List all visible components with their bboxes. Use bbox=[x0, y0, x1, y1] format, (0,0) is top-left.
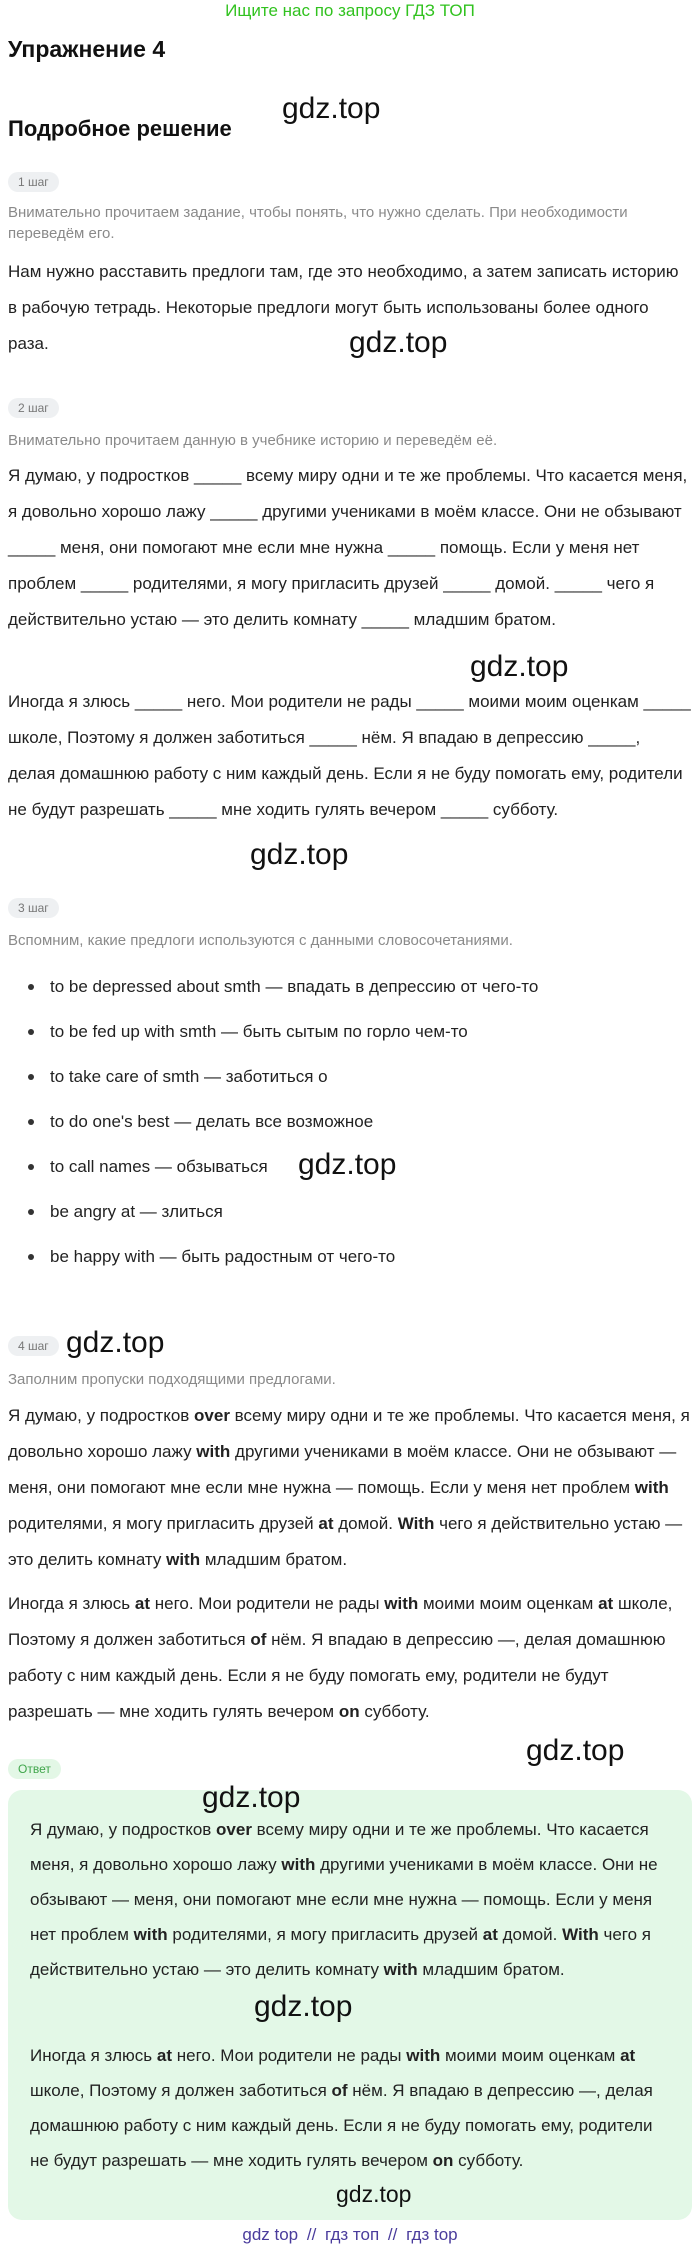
footer-links bbox=[0, 2224, 700, 2246]
step-2-badge: 2 шаг bbox=[8, 398, 59, 418]
step-1-description: Внимательно прочитаем задание, чтобы понять, что нужно сделать. При необходимости переведём его. bbox=[8, 204, 628, 242]
footer-link[interactable]: gdz top bbox=[242, 2225, 299, 2244]
list-item: be happy with — быть радостным от чего-то bbox=[8, 1239, 692, 1284]
answer-paragraph-1: Я думаю, у подростков over всему миру одни и те же проблемы. Что касается меня, я довольно хорошо лажу with другими учениками в моём классе. Они не обзывают — меня, они помогают мне если мне нужна — помощь. Если у меня нет проблем with родителями, я могу пригласить друзей at домой. With чего я действительно устаю — это делить комнату with младшим братом. bbox=[30, 1820, 658, 1979]
watermark: gdz.top bbox=[250, 838, 349, 871]
step-1-text: Нам нужно расставить предлоги там, где это необходимо, а затем записать историю в рабочую тетрадь. Некоторые предлоги могут быть использованы более одного раза. bbox=[8, 262, 679, 353]
answer-paragraph-2: Иногда я злюсь at него. Мои родители не рады with моими моим оценкам at школе, Поэтому я должен заботиться of нём. Я впадаю в депрессию —, делая домашнюю работу с ним каждый день. Если я не буду помогать ему, родители не будут разрешать — мне ходить гулять вечером on субботу. bbox=[30, 2046, 653, 2170]
watermark: gdz.top bbox=[66, 1326, 165, 1359]
top-banner: Ищите нас по запросу ГДЗ ТОП bbox=[225, 1, 475, 20]
footer-link[interactable]: гдз топ bbox=[325, 2225, 380, 2244]
list-item: to do one's best — делать все возможное bbox=[8, 1104, 692, 1149]
step-2-description: Внимательно прочитаем данную в учебнике историю и переведём её. bbox=[8, 432, 498, 449]
step-4-badge: 4 шаг bbox=[8, 1336, 59, 1356]
step-3-description: Вспомним, какие предлоги используются с данными словосочетаниями. bbox=[8, 932, 513, 949]
list-item: to take care of smth — заботиться о bbox=[8, 1059, 692, 1104]
answer-badge: Ответ bbox=[8, 1759, 61, 1779]
watermark: gdz.top bbox=[254, 1990, 353, 2023]
step-3-badge: 3 шаг bbox=[8, 898, 59, 918]
list-item: to be depressed about smth — впадать в депрессию от чего-то bbox=[8, 969, 692, 1014]
list-item: to call names — обзываться bbox=[8, 1149, 692, 1194]
footer-separator: // bbox=[306, 2225, 317, 2244]
watermark: gdz.top bbox=[470, 650, 569, 683]
list-item: be angry at — злиться bbox=[8, 1194, 692, 1239]
step-4-description: Заполним пропуски подходящими предлогами. bbox=[8, 1371, 336, 1388]
watermark: gdz.top bbox=[349, 326, 448, 359]
watermark: gdz.top bbox=[282, 92, 381, 125]
list-item: to be fed up with smth — быть сытым по горло чем-то bbox=[8, 1014, 692, 1059]
page-title: Упражнение 4 bbox=[8, 36, 166, 62]
filled-paragraph-1: Я думаю, у подростков over всему миру одни и те же проблемы. Что касается меня, я довольно хорошо лажу with другими учениками в моём классе. Они не обзывают — меня, они помогают мне если мне нужна — помощь. Если у меня нет проблем with родителями, я могу пригласить друзей at домой. With чего я действительно устаю — это делить комнату with младшим братом. bbox=[8, 1406, 690, 1569]
watermark: gdz.top bbox=[202, 1781, 301, 1814]
watermark: gdz.top bbox=[298, 1148, 397, 1181]
section-title: Подробное решение bbox=[8, 116, 232, 141]
watermark: gdz.top bbox=[336, 2181, 412, 2207]
footer-link[interactable]: гдз top bbox=[406, 2225, 458, 2244]
phrase-list bbox=[8, 969, 692, 1284]
story-paragraph-2: Иногда я злюсь _____ него. Мои родители не рады _____ моими моим оценкам _____ школе, Поэтому я должен заботиться _____ нём. Я впадаю в депрессию _____, делая домашнюю работу с ним каждый день. Если я не буду помогать ему, родители не будут разрешать _____ мне ходить гулять вечером _____ субботу. bbox=[8, 692, 691, 819]
step-1-badge: 1 шаг bbox=[8, 172, 59, 192]
filled-paragraph-2: Иногда я злюсь at него. Мои родители не рады with моими моим оценкам at школе, Поэтому я должен заботиться of нём. Я впадаю в депрессию —, делая домашнюю работу с ним каждый день. Если я не буду помогать ему, родители не будут разрешать — мне ходить гулять вечером on субботу. bbox=[8, 1594, 673, 1721]
watermark: gdz.top bbox=[526, 1734, 625, 1767]
story-paragraph-1: Я думаю, у подростков _____ всему миру одни и те же проблемы. Что касается меня, я довольно хорошо лажу _____ другими учениками в моём классе. Они не обзывают _____ меня, они помогают мне если мне нужна _____ помощь. Если у меня нет проблем _____ родителями, я могу пригласить друзей _____ домой. _____ чего я действительно устаю — это делить комнату _____ младшим братом. bbox=[8, 466, 688, 629]
footer-separator: // bbox=[387, 2225, 398, 2244]
